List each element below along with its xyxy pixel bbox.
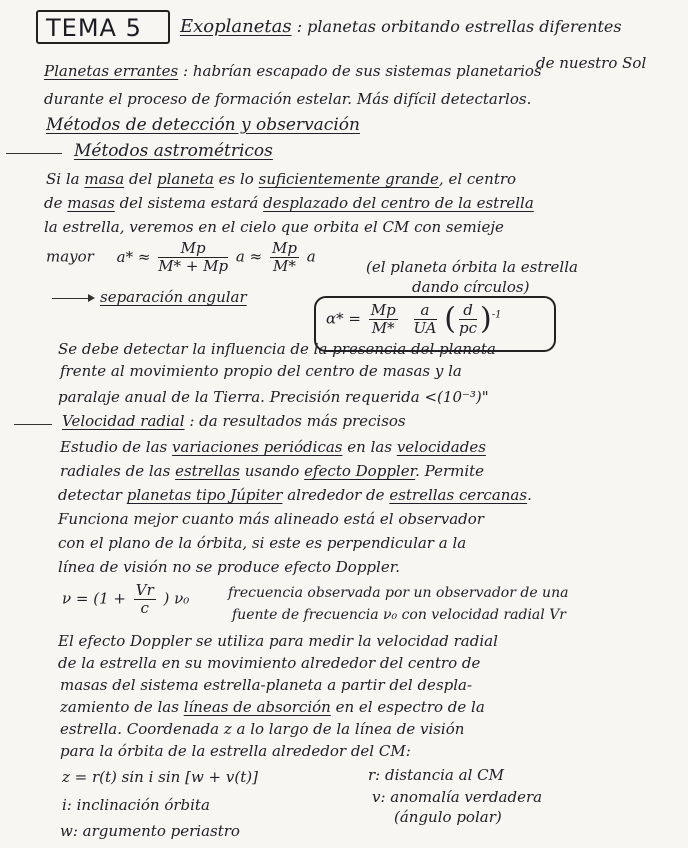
text-span: ) ν₀ <box>163 589 190 608</box>
fraction <box>270 240 299 275</box>
text-span: planeta <box>157 170 214 188</box>
text-span: detectar <box>58 486 122 504</box>
radial-heading: Velocidad radial <box>62 412 185 430</box>
arrow-head-icon <box>88 294 95 302</box>
doppler-paragraph-2: de la estrella en su movimiento alrededor del centro de <box>58 654 481 672</box>
text-span: usando <box>244 462 300 480</box>
rogue-line-1 <box>44 62 542 80</box>
radial-line-1 <box>60 438 486 456</box>
doppler-paragraph-1: El efecto Doppler se utiliza para medir la velocidad radial <box>58 632 498 650</box>
title-definition-1: : planetas orbitando estrellas diferentes <box>296 17 622 36</box>
r-definition: r: distancia al CM <box>368 766 504 784</box>
text-span: es lo <box>218 170 254 188</box>
fraction-numerator: Mp <box>158 240 228 258</box>
w-definition: w: argumento periastro <box>60 822 240 840</box>
topic-box <box>36 10 170 44</box>
text-span: a ≈ <box>235 247 263 266</box>
text-span: mayor <box>46 247 94 266</box>
text-span: del <box>128 170 153 188</box>
orbit-note-2: dando círculos) <box>412 278 530 296</box>
fraction-numerator: Vr <box>135 581 154 599</box>
radial-line-3 <box>58 486 532 504</box>
rogue-text-1: : habrían escapado de sus sistemas planetarios <box>183 62 542 80</box>
text-span: ν = (1 + <box>62 589 126 608</box>
fraction <box>158 240 228 275</box>
v-definition-1: v: anomalía verdadera <box>372 788 543 806</box>
astro-line-2 <box>44 194 534 212</box>
text-span: a <box>306 247 316 266</box>
fraction-denominator: M* <box>371 319 395 337</box>
fraction-denominator: pc <box>459 319 478 337</box>
text-span: en las <box>347 438 393 456</box>
astro-line-1 <box>46 170 516 188</box>
text-span: zamiento de las <box>60 698 179 716</box>
bullet-dash <box>6 153 62 154</box>
doppler-note-2: fuente de frecuencia ν₀ con velocidad radial Vr <box>232 607 566 623</box>
doppler-paragraph-3: masas del sistema estrella-planeta a partir del despla- <box>60 676 473 694</box>
orbit-note-1: (el planeta órbita la estrella <box>366 258 578 276</box>
text-span: . Permite <box>415 462 485 480</box>
fraction <box>414 302 437 337</box>
text-span: estrellas <box>175 462 240 480</box>
astro-paragraph-3: paralaje anual de la Tierra. Precisión requerida <(10⁻³)" <box>58 388 489 406</box>
radial-line-6: línea de visión no se produce efecto Doppler. <box>58 558 400 576</box>
text-span: efecto Doppler <box>304 462 416 480</box>
doppler-paragraph-4 <box>60 698 485 716</box>
radial-line-2 <box>60 462 484 480</box>
text-span: velocidades <box>396 438 486 456</box>
text-span: estrellas cercanas <box>389 486 528 504</box>
doppler-paragraph-5: estrella. Coordenada z a lo largo de la línea de visión <box>60 720 465 738</box>
paren-open: ( <box>444 301 457 337</box>
fraction-numerator: a <box>414 302 437 320</box>
text-span: alrededor de <box>287 486 385 504</box>
bullet-dash <box>14 424 52 425</box>
i-definition: i: inclinación órbita <box>62 796 210 814</box>
astro-paragraph-1: Se debe detectar la influencia de la presencia del planeta <box>58 340 496 358</box>
fraction-denominator: M* + Mp <box>158 257 229 275</box>
text-span: suficientemente grande <box>258 170 439 188</box>
text-span: , el centro <box>438 170 517 188</box>
z-equation: z = r(t) sin i sin [w + v(t)] <box>62 768 258 786</box>
text-span: Si la <box>46 170 80 188</box>
text-span: : da resultados más precisos <box>189 412 406 430</box>
text-span: desplazado del centro de la estrella <box>263 194 534 212</box>
fraction <box>134 582 156 617</box>
fraction-numerator: Mp <box>271 239 297 257</box>
text-span: del sistema estará <box>119 194 259 212</box>
paren-close: ) <box>480 301 492 337</box>
fraction-denominator: c <box>140 599 149 617</box>
topic-label: TEMA 5 <box>46 14 142 42</box>
angular-separation-equation <box>326 302 502 337</box>
page-title: Exoplanetas <box>180 16 292 37</box>
astrometric-heading: Métodos astrométricos <box>74 141 273 161</box>
fraction-numerator: Mp <box>370 301 396 319</box>
fraction-denominator: UA <box>413 319 437 337</box>
radial-heading-line <box>62 412 406 430</box>
text-span: a* ≈ <box>116 247 151 266</box>
astro-line-3: la estrella, veremos en el cielo que orbita el CM con semieje <box>44 218 504 236</box>
text-span: Estudio de las <box>60 438 168 456</box>
arrow-line <box>52 298 90 299</box>
v-definition-2: (ángulo polar) <box>394 808 502 826</box>
text-span: en el espectro de la <box>335 698 485 716</box>
fraction <box>369 302 398 337</box>
semimajor-equation <box>46 240 316 275</box>
astro-paragraph-2: frente al movimiento propio del centro de masas y la <box>60 362 462 380</box>
text-span: masas <box>67 194 115 212</box>
text-span: de <box>44 194 63 212</box>
rogue-term: Planetas errantes <box>44 62 179 80</box>
doppler-equation <box>62 582 189 617</box>
text-span: . <box>527 486 532 504</box>
section-title: Métodos de detección y observación <box>46 115 360 135</box>
doppler-note-1: frecuencia observada por un observador de una <box>228 585 569 601</box>
title-definition-2: de nuestro Sol <box>536 54 647 72</box>
angular-separation-label: separación angular <box>100 288 247 306</box>
fraction-numerator: d <box>459 302 477 320</box>
text-span: α* = <box>326 309 361 328</box>
text-span: radiales de las <box>60 462 171 480</box>
radial-line-4: Funciona mejor cuanto más alineado está el observador <box>58 510 484 528</box>
text-span: variaciones periódicas <box>172 438 343 456</box>
fraction <box>459 302 477 337</box>
doppler-paragraph-6: para la órbita de la estrella alrededor del CM: <box>60 742 411 760</box>
text-span: líneas de absorción <box>183 698 331 716</box>
exponent: -1 <box>491 309 502 321</box>
header-line <box>180 18 622 36</box>
text-span: masa <box>84 170 125 188</box>
rogue-text-2: durante el proceso de formación estelar. Más difícil detectarlos. <box>44 90 532 108</box>
radial-line-5: con el plano de la órbita, si este es perpendicular a la <box>58 534 467 552</box>
fraction-denominator: M* <box>273 257 296 275</box>
text-span: planetas tipo Júpiter <box>126 486 283 504</box>
